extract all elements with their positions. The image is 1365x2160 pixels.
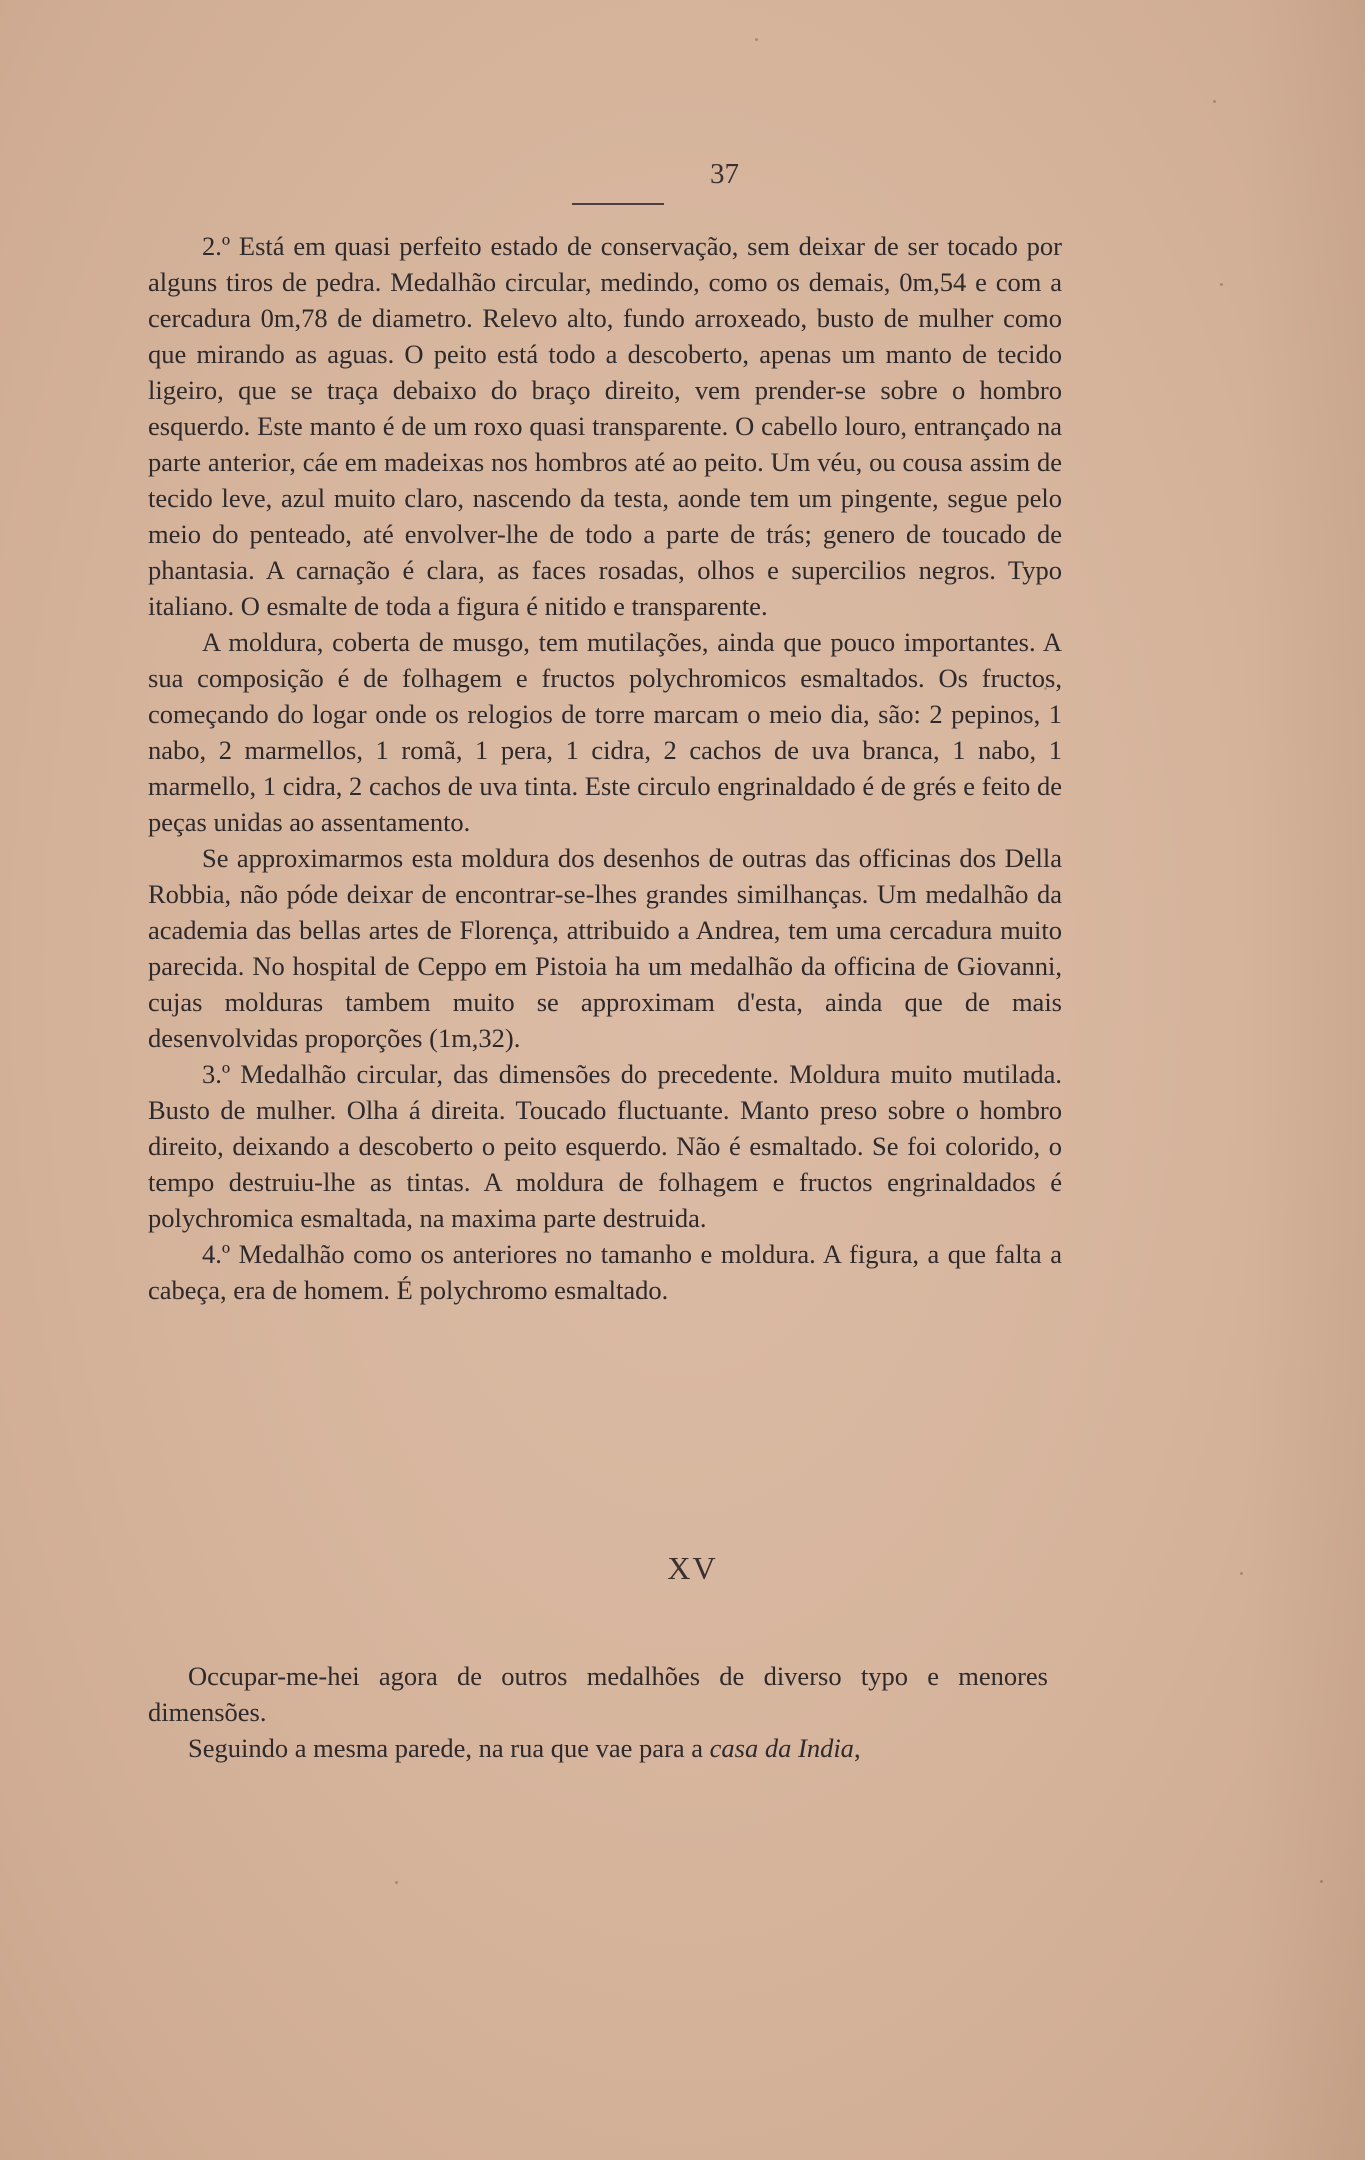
paper-speck [1044,687,1047,690]
paper-speck [1213,100,1216,103]
page-number: 37 [710,158,739,190]
paper-speck [755,38,758,41]
section-paragraph-1: Occupar-me-hei agora de outros medalhões de diverso typo e menores dimensões. [148,1661,1048,1727]
section-paragraph-2-start: Seguindo a mesma parede, na rua que vae para a [188,1733,710,1763]
page-number-rule [572,203,664,205]
paragraph-item-4: 4.º Medalhão como os anteriores no tamanho e moldura. A figura, a que falta a cabeça, era de homem. É polychromo esmaltado. [148,1239,1062,1305]
paragraph-item-3: 3.º Medalhão circular, das dimensões do precedente. Moldura muito mutilada. Busto de mulher. Olha á direita. Toucado fluctuante. Manto preso sobre o hombro direito, deixando a descoberto o peito esquerdo. Não é esmaltado. Se foi colorido, o tempo destruiu-lhe as tintas. A moldura de folhagem e fructos engrinaldados é polychromica esmaltada, na maxima parte destruida. [148,1059,1062,1233]
page-edge-shade [1245,0,1365,2160]
paragraph-della-robbia-comparison: Se approximarmos esta moldura dos desenhos de outras das officinas dos Della Robbia, não póde deixar de encontrar-se-lhes grandes similhanças. Um medalhão da academia das bellas artes de Florença, attribuido a Andrea, tem uma cercadura muito parecida. No hospital de Ceppo em Pistoia ha um medalhão da officina de Giovanni, cujas molduras tambem muito se approximam d'esta, ainda que de mais desenvolvidas proporções (1m,32). [148,843,1062,1053]
paper-speck [1240,1572,1243,1575]
paper-speck [395,1881,398,1884]
paper-speck [1320,1880,1323,1883]
paragraph-frame-description: A moldura, coberta de musgo, tem mutilações, ainda que pouco importantes. A sua composição é de folhagem e fructos polychromicos esmaltados. Os fructos, começando do logar onde os relogios de torre marcam o meio dia, são: 2 pepinos, 1 nabo, 2 marmellos, 1 romã, 1 pera, 1 cidra, 2 cachos de uva branca, 1 nabo, 1 marmello, 1 cidra, 2 cachos de uva tinta. Este circulo engrinaldado é de grés e feito de peças unidas ao assentamento. [148,627,1062,837]
section-paragraph-2-end: , [853,1733,861,1763]
section-heading: XV [667,1550,718,1586]
section-paragraph-2 [148,1730,1048,1766]
paper-speck [1220,283,1223,286]
paragraph-item-2: 2.º Está em quasi perfeito estado de conservação, sem deixar de ser tocado por alguns tiros de pedra. Medalhão circular, medindo, como os demais, 0m,54 e com a cercadura 0m,78 de diametro. Relevo alto, fundo arroxeado, busto de mulher como que mirando as aguas. O peito está todo a descoberto, apenas um manto de tecido ligeiro, que se traça debaixo do braço direito, vem prender-se sobre o hombro esquerdo. Este manto é de um roxo quasi transparente. O cabello louro, entrançado na parte anterior, cáe em madeixas nos hombros até ao peito. Um véu, ou cousa assim de tecido leve, azul muito claro, nascendo da testa, aonde tem um pingente, segue pelo meio do penteado, até envolver-lhe de todo a parte de trás; genero de toucado de phantasia. A carnação é clara, as faces rosadas, olhos e supercilios negros. Typo italiano. O esmalte de toda a figura é nitido e transparente. [148,231,1062,621]
body-text [148,228,1062,1308]
section-text [148,1658,1048,1766]
section-paragraph-2-italic: casa da India [709,1733,854,1763]
